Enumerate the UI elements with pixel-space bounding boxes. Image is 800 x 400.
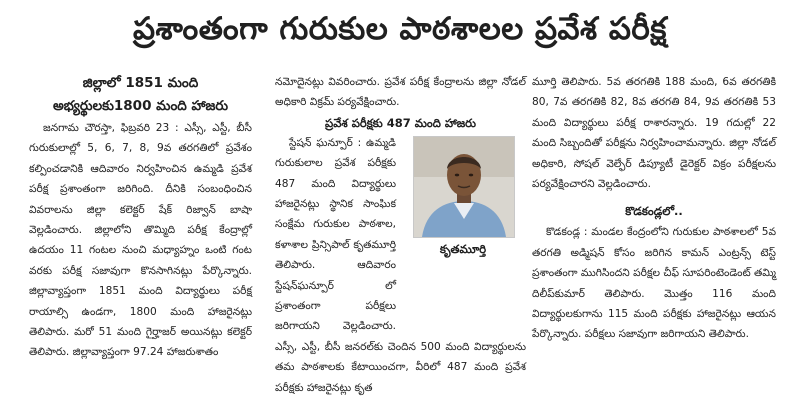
photo-caption: కృతమూర్తి <box>439 242 487 256</box>
article-column-1 <box>29 72 252 363</box>
person-portrait-image <box>414 137 514 237</box>
headline: ప్రశాంతంగా గురుకుల పాఠశాలల ప్రవేశ పరీక్ష <box>133 11 667 47</box>
section-heading-kodakandla: కొడకండ్లలో.. <box>625 204 683 219</box>
article-body-3: మూర్తి తెలిపారు. 5వ తరగతికి 188 మంది, 6వ తరగతికి 80, 7వ తరగతికి 82, 8వ తరగతి 84, 9వ తరగతికి 53 మంది విద్యార్థులు పరీక్ష రాశారన్నారు. 19 గదుల్లో 22 మంది సిబ్బందితో పరీక్షను నిర్వహించామన్నారు. జిల్లా నోడల్ అధికారి, సోషల్ వెల్ఫేర్ డిప్యూటీ డైరెక్టర్ విక్రం పరీక్షలను పర్యవేక్షించారని వెల్లడించారు. <box>532 76 776 191</box>
article-body-1: జనగామ చౌరస్తా, ఫిబ్రవరి 23 : ఎస్సీ, ఎస్టీ, బీసీ గురుకులాల్లో 5, 6, 7, 8, 9వ తరగతిలో ప్రవేశం కల్పించడానికి ఆదివారం నిర్వహించిన ఉమ్మడి ప్రవేశ పరీక్ష ప్రశాంతంగా జరిగింది. దీనికి సంబంధించిన వివరాలను జిల్లా కలెక్టర్ షేక్ రిజ్వాన్ బాషా వెల్లడించారు. జిల్లాలోని తొమ్మిది పరీక్ష కేంద్రాల్లో ఉదయం 11 గంటల నుంచి మధ్యాహ్నం ఒంటి గంట వరకు పరీక్ష సజావుగా కొనసాగినట్లు పేర్కొన్నారు. జిల్లావ్యాప్తంగా 1851 మంది విద్యార్థులు పరీక్ష రాయాల్సి ఉండగా, 1800 మంది హాజరైనట్లు తెలిపారు. మరో 51 మంది గైర్హాజర్ అయినట్లు కలెక్టర్ తెలిపారు. జిల్లావ్యాప్తంగా 97.24 హాజరుశాతం <box>29 122 252 359</box>
article-body-2: స్టేషన్ ఘన్పూర్ : ఉమ్మడి గురుకులాల ప్రవేశ పరీక్షకు 487 మంది విద్యార్థులు హాజరైనట్లు స్థానిక సాంఘిక సంక్షేమ గురుకుల పాఠశాల, కళాశాల ప్రిన్సిపాల్ కృతమూర్తి తెలిపారు. ఆదివారం స్టేషన్‌ఘన్పూర్ లో ప్రశాంతంగా పరీక్షలు జరిగాయని వెల్లడించారు. ఎస్సీ, ఎస్టీ, బీసీ జనరల్‌కు చెందిన 500 మంది విద్యార్థులను తమ పాఠశాలకు కేటాయించగా, వీరిలో 487 మంది ప్రవేశ పరీక్షకు హాజరైనట్లు కృత <box>275 136 526 394</box>
portrait-photo <box>413 136 515 238</box>
subheading-line-1: జిల్లాలో 1851 మంది <box>82 75 199 91</box>
subheading-attendance: ప్రవేశ పరీక్షకు 487 మంది హాజరు <box>325 115 476 130</box>
article-body-4: కొడకండ్ల : మండల కేంద్రంలోని గురుకుల పాఠశాలలో 5వ తరగతి అడ్మిషన్ కోసం జరిగిన కామన్ ఎంట్రన్స్ టెస్ట్ ప్రశాంతంగా ముగిసిందని పరీక్షల చీఫ్ సూపరింటెండెంట్ తమ్మి దిలీప్‌కుమార్ తెలిపారు. మొత్తం 116 మంది విద్యార్థులకుగాను 115 మంది పరీక్షకు హాజరైనట్లు ఆయన పేర్కొన్నారు. పరీక్షలు సజావుగా జరిగాయని తెలిపారు. <box>532 226 776 341</box>
article-body-2-intro: నమోదైనట్లు వివరించారు. ప్రవేశ పరీక్ష కేంద్రాలను జిల్లా నోడల్ అధికారి విక్రమ్ పర్యవేక్షించారు. <box>275 76 526 109</box>
article-column-3 <box>532 72 776 345</box>
subheading-line-2: అభ్యర్థులకు1800 మంది హాజరు <box>52 98 229 114</box>
